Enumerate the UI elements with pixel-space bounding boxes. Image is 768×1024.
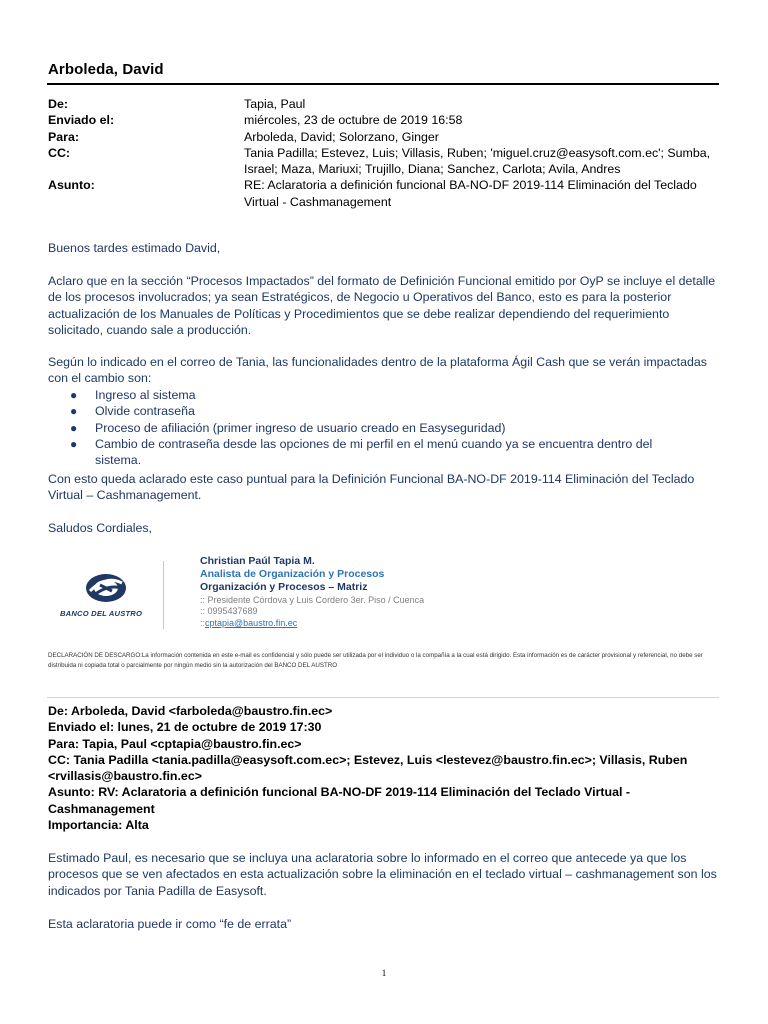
bullet-icon: ● — [70, 404, 78, 419]
header-row-de — [48, 96, 718, 112]
sender-title: Arboleda, David — [48, 61, 164, 78]
signature-info — [200, 555, 424, 629]
page-number: 1 — [381, 968, 387, 978]
header-value-de: Tapia, Paul — [244, 97, 306, 111]
email-header — [48, 96, 718, 210]
list-item: ● Olvide contraseña — [70, 404, 195, 419]
bullet-icon: ● — [70, 436, 78, 451]
header-value-para: Arboleda, David; Solorzano, Ginger — [244, 129, 439, 144]
body-paragraph-3: Con esto queda aclarado este caso puntual para la Definición Funcional BA-NO-DF 2019-114 Eliminación del Teclado Virtual – Cashmanagement. — [48, 472, 695, 503]
forwarded-cc: CC: Tania Padilla <tania.padilla@easysoft.com.ec>; Estevez, Luis <lestevez@baustro.fin.ec>; Villasis, Ruben <rvillasis@baustro.fin.ec> — [48, 752, 688, 784]
bullet-icon: ● — [70, 420, 78, 435]
forwarded-enviado: Enviado el: lunes, 21 de octubre de 2019 17:30 — [48, 720, 322, 735]
forwarded-paragraph-2: Esta aclaratoria puede ir como “fe de errata” — [48, 917, 292, 931]
forward-separator — [47, 697, 719, 698]
header-row-para — [48, 129, 718, 145]
body-paragraph-2: Según lo indicado en el correo de Tania, las funcionalidades dentro de la plataforma Ágil Cash que se verán impactadas con el cambio son: — [48, 355, 707, 386]
header-label-asunto: Asunto: — [48, 178, 95, 193]
signature-name: Christian Paúl Tapia M. — [200, 555, 315, 567]
signature-role: Analista de Organización y Procesos — [200, 568, 385, 581]
forwarded-de: De: Arboleda, David <farboleda@baustro.fin.ec> — [48, 704, 333, 718]
impacted-functions-list — [48, 387, 724, 468]
header-label-cc: CC: — [48, 145, 71, 160]
header-label-para: Para: — [48, 129, 79, 144]
list-item: ● Proceso de afiliación (primer ingreso de usuario creado en Easyseguridad) — [70, 420, 506, 435]
closing: Saludos Cordiales, — [48, 521, 153, 535]
signature-email-link[interactable]: cptapia@baustro.fin.ec — [205, 617, 298, 628]
forwarded-header — [48, 703, 724, 833]
forwarded-importancia: Importancia: Alta — [48, 818, 149, 833]
header-label-enviado: Enviado el: — [48, 113, 115, 128]
signature-address: :: Presidente Córdova y Luis Cordero 3er. Piso / Cuenca — [200, 594, 425, 605]
list-item: ● Cambio de contraseña desde las opciones de mi perfil en el menú cuando ya se encuentra dentro del sistema. — [70, 436, 653, 468]
header-value-cc: Tania Padilla; Estevez, Luis; Villasis, Ruben; 'miguel.cruz@easysoft.com.ec'; Sumba, Israel; Maza, Mariuxi; Trujillo, Diana; Sanchez, Carlota; Avila, Andres — [244, 145, 711, 177]
signature-divider — [163, 561, 164, 629]
bank-logo-icon — [60, 571, 152, 607]
bullet-icon: ● — [70, 388, 78, 402]
email-signature — [48, 555, 724, 635]
body-paragraph-1: Aclaro que en la sección “Procesos Impactados” del formato de Definición Funcional emitido por OyP se incluye el detalle de los procesos involucrados; ya sean Estratégicos, de Negocio u Operativos del Banco, esto es para la posterior actualización de los Manuales de Políticas y Procedimientos que se debe realizar dependiendo del requerimiento solicitado, cuando sale a producción. — [48, 274, 716, 337]
list-item: ● Ingreso al sistema — [70, 388, 196, 402]
signature-email-line: ::cptapia@baustro.fin.ec — [200, 617, 298, 628]
forwarded-asunto: Asunto: RV: Aclaratoria a definición funcional BA-NO-DF 2019-114 Eliminación del Teclado Virtual - Cashmanagement — [48, 785, 631, 816]
signature-phone: :: 0995437689 — [200, 606, 258, 617]
forwarded-paragraph-1: Estimado Paul, es necesario que se incluya una aclaratoria sobre lo informado en el correo que antecede ya que los procesos que se ven afectados en esta actualización sobre la eliminación en el teclado virtual – cashmanagement son los indicados por Tania Padilla de Easysoft. — [48, 851, 717, 898]
header-label-de: De: — [48, 97, 68, 111]
header-row-cc — [48, 145, 718, 178]
header-row-enviado — [48, 112, 718, 128]
header-value-asunto: RE: Aclaratoria a definición funcional BA-NO-DF 2019-114 Eliminación del Teclado Virtual - Cashmanagement — [244, 178, 697, 209]
bank-logo — [60, 571, 152, 623]
signature-org: Organización y Procesos – Matriz — [200, 581, 368, 594]
bank-logo-text: BANCO DEL AUSTRO — [60, 609, 143, 618]
disclaimer: DECLARACIÓN DE DESCARGO:La información contenida en este e-mail es confidencial y sólo puede ser utilizada por el individuo o la compañía a la cual está dirigido. Esta información es de carácter provisional y referencial, no debe ser distribuida ni copiada total o parcialmente por ningún medio sin la autorización del BANCO DEL AUSTRO — [48, 652, 703, 669]
header-value-enviado: miércoles, 23 de octubre de 2019 16:58 — [244, 113, 463, 128]
title-rule — [47, 83, 719, 85]
forwarded-para: Para: Tapia, Paul <cptapia@baustro.fin.ec> — [48, 736, 302, 751]
greeting: Buenos tardes estimado David, — [48, 241, 221, 255]
header-row-asunto — [48, 177, 718, 210]
